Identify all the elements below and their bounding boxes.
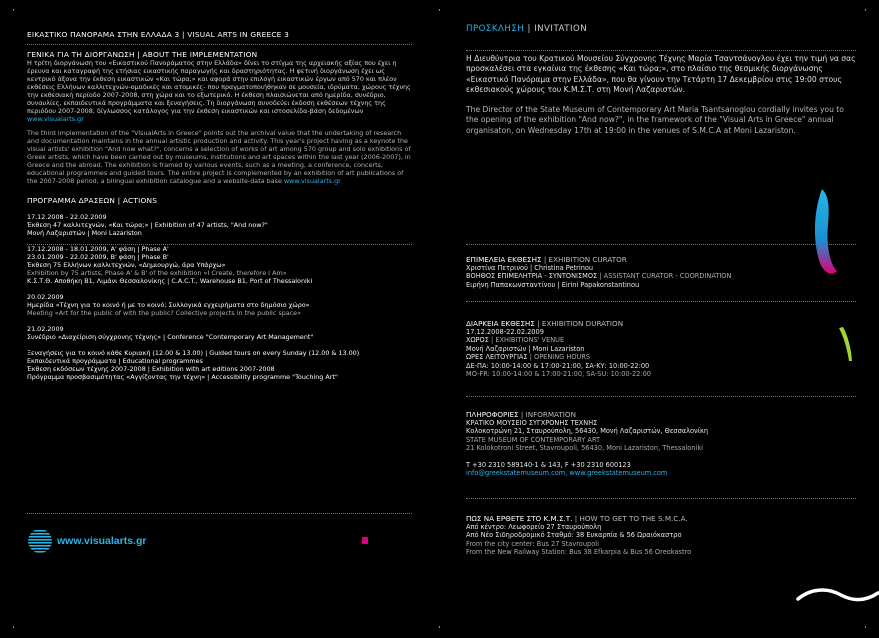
action-line: Meeting «Art for the public of with the public? Collective projects in the public space»: [27, 309, 302, 317]
decorative-swoosh-white: [796, 585, 879, 615]
actions-list: [27, 213, 412, 381]
info-title-gr: ΠΛΗΡΟΦΟΡΙΕΣ: [466, 410, 519, 419]
action-item: [27, 325, 412, 341]
museum-name-en: STATE MUSEUM OF CONTEMPORARY ART: [466, 435, 601, 444]
action-line: Πρόγραμμα προσβασιμότητας «Αγγίζοντας την τέχνη» | Accessibility programme "Touching Art": [27, 373, 338, 381]
action-item: [27, 349, 412, 381]
curator-title-en: EXHIBITION CURATOR: [548, 255, 627, 264]
curator-block: [466, 255, 856, 289]
getting-title-gr: ΠΩΣ ΝΑ ΕΡΘΕΤΕ ΣΤΟ Κ.Μ.Σ.Τ.: [466, 514, 573, 523]
hours-gr: ΔΕ-ΠΑ: 10:00-14:00 & 17:00-21:00, ΣΑ-ΚΥ: 10:00-22:00: [466, 361, 650, 370]
getting-list: [466, 523, 856, 557]
venue-name: Μονή Λαζαριστών | Moni Lazariston: [466, 344, 585, 353]
directions-line: Από κέντρο: Λεωφορείο 27 Σταυρούπολη: [466, 523, 602, 531]
divider: [27, 513, 412, 514]
duration-block: [466, 319, 856, 378]
action-line: 23.01.2009 - 22.02.2009, Β' φάση | Phase B': [27, 253, 169, 261]
curator-title: ΕΠΙΜΕΛΕΙΑ ΕΚΘΕΣΗΣ | EXHIBITION CURATOR: [466, 255, 627, 264]
action-line: 21.02.2009: [27, 325, 64, 333]
museum-address-en: 21 Kolokotroni Street, Stavroupoli, 56430, Moni Lazariston, Thessaloniki: [466, 444, 703, 453]
section-header: ΕΙΚΑΣΤΙΚΟ ΠΑΝΟΡΑΜΑ ΣΤΗΝ ΕΛΛΑΔΑ 3 | VISUAL ARTS IN GREECE 3: [27, 30, 289, 39]
left-page: [27, 30, 412, 389]
invitation-title: ΠΡΟΣΚΛΗΣΗ | INVITATION: [466, 24, 588, 34]
magenta-square: [362, 537, 368, 544]
assistant-title-en: ASSISTANT CURATOR - COORDINATION: [603, 272, 732, 281]
action-line: Exhibition by 75 artists, Phase A' & B' of the exhibition «I Create, therefore I Am»: [27, 269, 287, 277]
museum-address-gr: Κολοκοτρώνη 21, Σταυρούπολη, 56430, Μονή Λαζαριστών, Θεσσαλονίκη: [466, 427, 709, 436]
curator-title-gr: ΕΠΙΜΕΛΕΙΑ ΕΚΘΕΣΗΣ: [466, 255, 542, 264]
getting-title-en: HOW TO GET TO THE S.M.C.A.: [579, 514, 688, 523]
decorative-swoosh-lime: [836, 326, 854, 364]
assistant-name: Ειρήνη Παπακωνσταντίνου | Eirini Papakonstantinou: [466, 280, 640, 289]
about-greek-link[interactable]: www.visualarts.gr: [27, 115, 84, 123]
info-title-en: INFORMATION: [525, 410, 576, 419]
action-line: Συνέδριο «Διαχείριση σύγχρονης τέχνης» | Conference "Contemporary Art Management": [27, 333, 314, 341]
museum-name-gr: ΚΡΑΤΙΚΟ ΜΟΥΣΕΙΟ ΣΥΓΧΡΟΝΗΣ ΤΕΧΝΗΣ: [466, 419, 598, 427]
hours-title-gr: ΩΡΕΣ ΛΕΙΤΟΥΡΓΙΑΣ: [466, 353, 528, 362]
action-line: Έκθεση εκδόσεων τέχνης 2007-2008 | Exhibition with art editions 2007-2008: [27, 365, 275, 373]
invitation-title-gr: ΠΡΟΣΚΛΗΣΗ: [466, 24, 525, 34]
info-block: [466, 410, 856, 477]
venue-title: ΧΩΡΟΣ | EXHIBITIONS' VENUE: [466, 336, 565, 345]
duration-title-en: EXHIBITION DURATION: [541, 319, 624, 328]
crop-dot: ·: [864, 6, 867, 16]
about-greek: [27, 59, 412, 123]
invitation-title-en: INVITATION: [534, 24, 588, 34]
action-line: Έκθεση 47 καλλιτεχνών, «Και τώρα;» | Exhibition of 47 artists, "And now?": [27, 221, 268, 229]
action-line: Κ.Σ.Τ.Θ. Αποθήκη Β1, Λιμάνι Θεσσαλονίκης | C.A.C.T., Warehouse B1, Port of Thessaloniki: [27, 277, 313, 285]
action-item: [27, 245, 412, 285]
logo-text: www.visualarts.gr: [57, 535, 147, 547]
action-line: Έκθεση 75 Ελλήνων καλλιτεχνών, «Δημιουργώ, άρα Υπάρχω»: [27, 261, 226, 269]
crop-dot: ·: [438, 6, 441, 16]
invitation-greek: Η Διευθύντρια του Κρατικού Μουσείου Σύγχρονης Τέχνης Μαρία Τσαντσάνογλου έχει την τιμή να σας προσκαλέσει στα εγκαίνια της έκθεσης «Και τώρα;», στο πλαίσιο της θεσμικής διοργάνωσης «Εικαστικό Πανόραμα στην Ελλάδα», που θα γίνουν την Τετάρτη 17 Δεκεμβρίου στις 19:00 στους εκθεσιακούς χώρους του Κ.Μ.Σ.Τ. στη Μονή Λαζαριστών.: [466, 54, 856, 94]
right-page: [466, 24, 856, 136]
divider: [466, 498, 856, 499]
hours-title-en: OPENING HOURS: [534, 353, 591, 362]
action-line: Μονή Λαζαριστών | Moni Lazariston: [27, 229, 142, 237]
actions-title: ΠΡΟΓΡΑΜΜΑ ΔΡΑΣΕΩΝ | ACTIONS: [27, 196, 158, 205]
about-greek-text: Η τρίτη διοργάνωση του «Εικαστικού Πανοράματος στην Ελλάδα» δίνει το στίγμα της αρχειακής αξίας που έχει η έρευνα και καταγραφή της ετήσιας εικαστικής παραγωγής και δραστηριότητας. Η φετινή διοργάνωση έχει ως κεντρικό άξονα την έκθεση εικαστικών «Και τώρα;» και αφορά στην επιλογή εικαστικών έργων από 570 και πλέον εκθέσεις Ελλήνων καλλιτεχνών-ομαδικές και ατομικές- που πραγματοποιήθηκαν σε μουσεία, ιδρύματα, χώρους τέχνης την εκθεσιακή περίοδο 2007-2008, στη χώρα και το εξωτερικό. Η έκθεση πλαισιώνεται από ημερίδα, συνέδριο, συναυλίες, εκπαιδευτικά προγράμματα και ξεναγήσεις. Τη διοργάνωση συνοδεύει έκδοση εκθέσεων τέχνης της περιόδου 2007-2008, δίγλωσσος κατάλογος για την έκθεση εικαστικών και ιστοσελίδα-βάση δεδομένων: [27, 59, 411, 115]
divider: [466, 396, 856, 397]
crop-dot: ·: [12, 623, 15, 633]
duration-title-gr: ΔΙΑΡΚΕΙΑ ΕΚΘΕΣΗΣ: [466, 319, 535, 328]
venue-title-en: EXHIBITIONS' VENUE: [495, 336, 565, 345]
hours-title: ΩΡΕΣ ΛΕΙΤΟΥΡΓΙΑΣ | OPENING HOURS: [466, 353, 591, 362]
globe-icon: [27, 528, 53, 554]
action-item: [27, 293, 412, 317]
about-english-link[interactable]: www.visualarts.gr: [283, 177, 341, 185]
assistant-title-gr: ΒΟΗΘΟΣ ΕΠΙΜΕΛΗΤΡΙΑ - ΣΥΝΤΟΝΙΣΜΟΣ: [466, 272, 598, 281]
divider: [466, 301, 856, 302]
visualarts-logo[interactable]: [27, 528, 146, 554]
action-line: 17.12.2008 - 18.01.2009, Α' φάση | Phase A': [27, 245, 169, 253]
getting-block: [466, 514, 856, 557]
about-title: ΓΕΝΙΚΑ ΓΙΑ ΤΗ ΔΙΟΡΓΑΝΩΣΗ | ABOUT THE IMPLEMENTATION: [27, 50, 258, 59]
assistant-title: ΒΟΗΘΟΣ ΕΠΙΜΕΛΗΤΡΙΑ - ΣΥΝΤΟΝΙΣΜΟΣ | ASSISTANT CURATOR - COORDINATION: [466, 272, 732, 281]
contact-links[interactable]: info@greekstatemuseum.com, www.greekstatemuseum.com: [466, 469, 668, 478]
duration-dates: 17.12.2008-22.02.2009: [466, 328, 544, 336]
action-line: Ξεναγήσεις για το κοινό κάθε Κυριακή (12.00 & 13.00) | Guided tours on every Sunday (12.00 & 13.00): [27, 349, 360, 357]
getting-title: ΠΩΣ ΝΑ ΕΡΘΕΤΕ ΣΤΟ Κ.Μ.Σ.Τ. | HOW TO GET TO THE S.M.C.A.: [466, 514, 688, 523]
info-title: ΠΛΗΡΟΦΟΡΙΕΣ | INFORMATION: [466, 410, 576, 419]
action-item: [27, 213, 412, 237]
action-line: Εκπαιδευτικά προγράμματα | Educational programmes: [27, 357, 203, 365]
crop-dot: ·: [12, 6, 15, 16]
action-line: 17.12.2008 - 22.02.2009: [27, 213, 107, 221]
venue-title-gr: ΧΩΡΟΣ: [466, 336, 489, 345]
divider: [466, 244, 856, 245]
about-english-text: The third implementation of the "VisualArts in Greece" points out the archival value that the undertaking of research and documentation maintains in the annual artistic production and activity. This year's project having as a keynote the visual artists' exhibition "And now what?", concerns a selection of works of art among 570 group and solo exhibitions of Greek artists, which have been carried out by museums, institutions and art spaces within the last year (2006-2007), in Greece and the abroad. The exhibition is framed by various events, such as a meeting, a conference, concerts, educational programmes and guided tours. The entire project is complemented by an exhibition of art publications of the 2007-2008 period, a bilingual exhibition catalogue and a website-data base: [27, 129, 411, 185]
hours-en: MO-FR: 10:00-14:00 & 17:00-21:00, SA-SU: 10:00-22:00: [466, 370, 651, 379]
decorative-swoosh-cyan: [810, 185, 840, 280]
contact-phone: T +30 2310 589140-1 & 143, F +30 2310 600123: [466, 460, 631, 469]
action-line: 20.02.2009: [27, 293, 64, 301]
about-english: [27, 129, 412, 185]
curator-name: Χριστίνα Πετρινού | Christina Petrinou: [466, 264, 594, 272]
invitation-english: The Director of the State Museum of Contemporary Art Maria Tsantsanoglou cordially invites you to the opening of the exhibition "And now?", in the framework of the "Visual Arts in Greece" annual organisaton, on Wednesday 17th at 19:00 in the venues of S.M.C.A at Moni Lazariston.: [466, 105, 844, 135]
directions-line: Από Νέο Σιδηροδρομικό Σταθμό: 38 Ευκαρπία & 56 Ωραιόκαστρο: [466, 531, 682, 540]
crop-dot: ·: [864, 623, 867, 633]
directions-line: From the city center: Bus 27 Stavroupoli: [466, 539, 599, 548]
directions-line: From the New Railway Station: Bus 38 Efkarpia & Bus 56 Oreokastro: [466, 548, 692, 557]
crop-dot: ·: [438, 623, 441, 633]
action-line: Ημερίδα «Τέχνη για το κοινό ή με το κοινό; Συλλογικά εγχειρήματα στο δημόσιο χώρο»: [27, 301, 310, 309]
duration-title: ΔΙΑΡΚΕΙΑ ΕΚΘΕΣΗΣ | EXHIBITION DURATION: [466, 319, 624, 328]
